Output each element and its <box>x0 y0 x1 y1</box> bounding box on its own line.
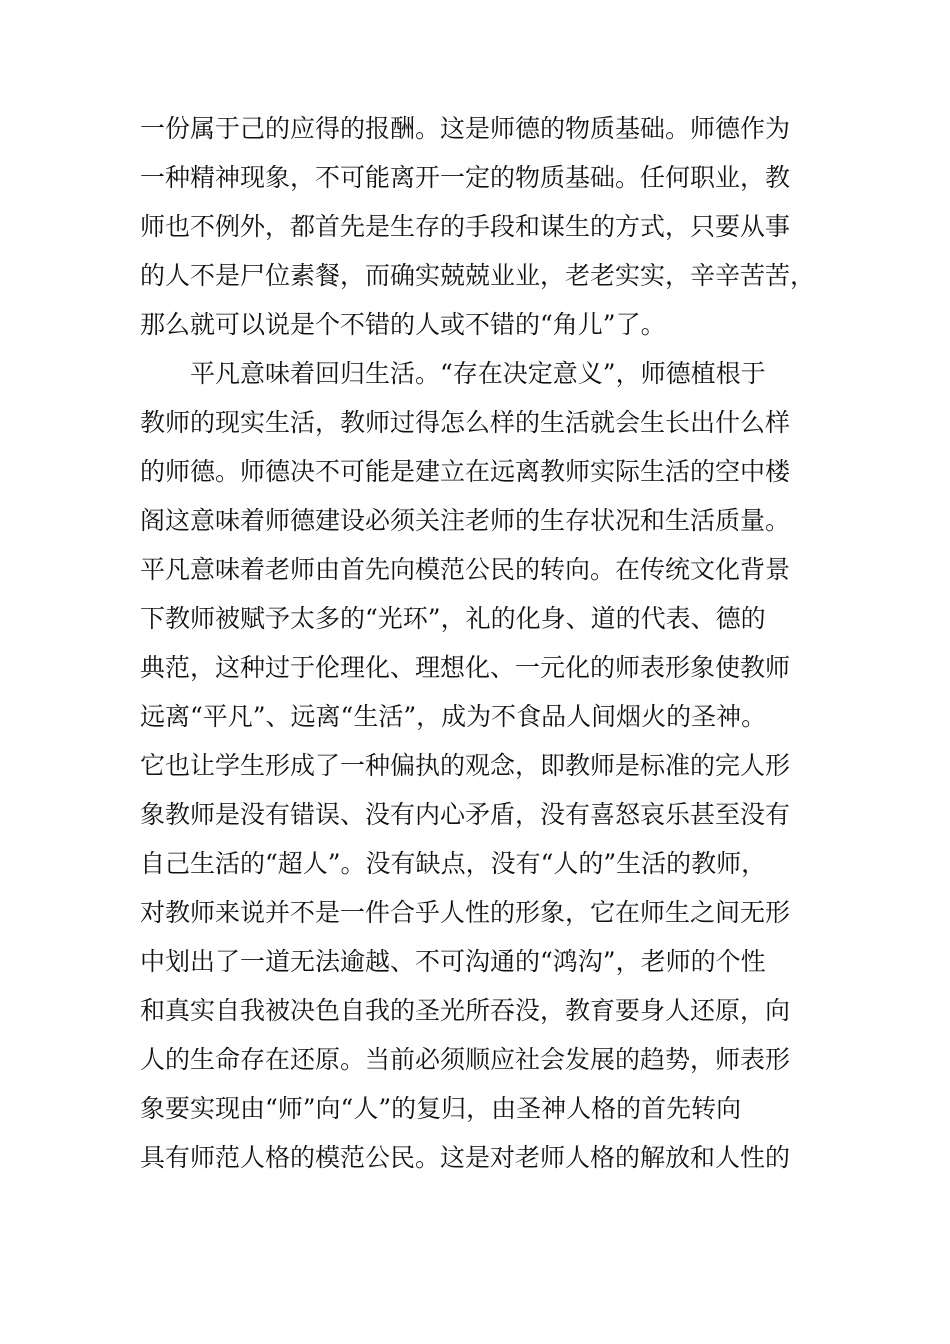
text-line: 和真实自我被决色自我的圣光所吞没，教育要身人还原，向 <box>140 996 791 1025</box>
text-line: 阁这意味着师德建设必须关注老师的生存状况和生活质量。 <box>140 506 791 535</box>
text-line: 师也不例外，都首先是生存的手段和谋生的方式，只要从事 <box>140 212 791 241</box>
paragraph-first-line: 平凡意味着回归生活。“存在决定意义”，师德植根于 <box>190 359 766 388</box>
text-line: 远离“平凡”、远离“生活”，成为不食品人间烟火的圣神。 <box>140 702 767 731</box>
text-line: 那么就可以说是个不错的人或不错的“角儿”了。 <box>140 310 666 339</box>
text-line: 它也让学生形成了一种偏执的观念，即教师是标准的完人形 <box>140 751 791 780</box>
text-line: 教师的现实生活，教师过得怎么样的生活就会生长出什么样 <box>140 408 791 437</box>
text-line: 人的生命存在还原。当前必须顺应社会发展的趋势，师表形 <box>140 1045 791 1074</box>
text-line: 对教师来说并不是一件合乎人性的形象，它在师生之间无形 <box>140 898 791 927</box>
text-line: 的人不是尸位素餐，而确实兢兢业业，老老实实，辛辛苦苦， <box>140 261 816 290</box>
text-line: 一种精神现象，不可能离开一定的物质基础。任何职业，教 <box>140 163 791 192</box>
body-text <box>140 104 840 1182</box>
text-line: 中划出了一道无法逾越、不可沟通的“鸿沟”，老师的个性 <box>140 947 766 976</box>
text-line: 象教师是没有错误、没有内心矛盾，没有喜怒哀乐甚至没有 <box>140 800 791 829</box>
text-line: 自己生活的“超人”。没有缺点，没有“人的”生活的教师， <box>140 849 767 878</box>
text-line: 象要实现由“师”向“人”的复归，由圣神人格的首先转向 <box>140 1094 742 1123</box>
text-line: 下教师被赋予太多的“光环”，礼的化身、道的代表、德的 <box>140 604 766 633</box>
text-line: 平凡意味着老师由首先向模范公民的转向。在传统文化背景 <box>140 555 791 584</box>
text-line: 一份属于己的应得的报酬。这是师德的物质基础。师德作为 <box>140 114 791 143</box>
text-line: 具有师范人格的模范公民。这是对老师人格的解放和人性的 <box>140 1143 791 1172</box>
text-line: 的师德。师德决不可能是建立在远离教师实际生活的空中楼 <box>140 457 791 486</box>
text-line: 典范，这种过于伦理化、理想化、一元化的师表形象使教师 <box>140 653 791 682</box>
